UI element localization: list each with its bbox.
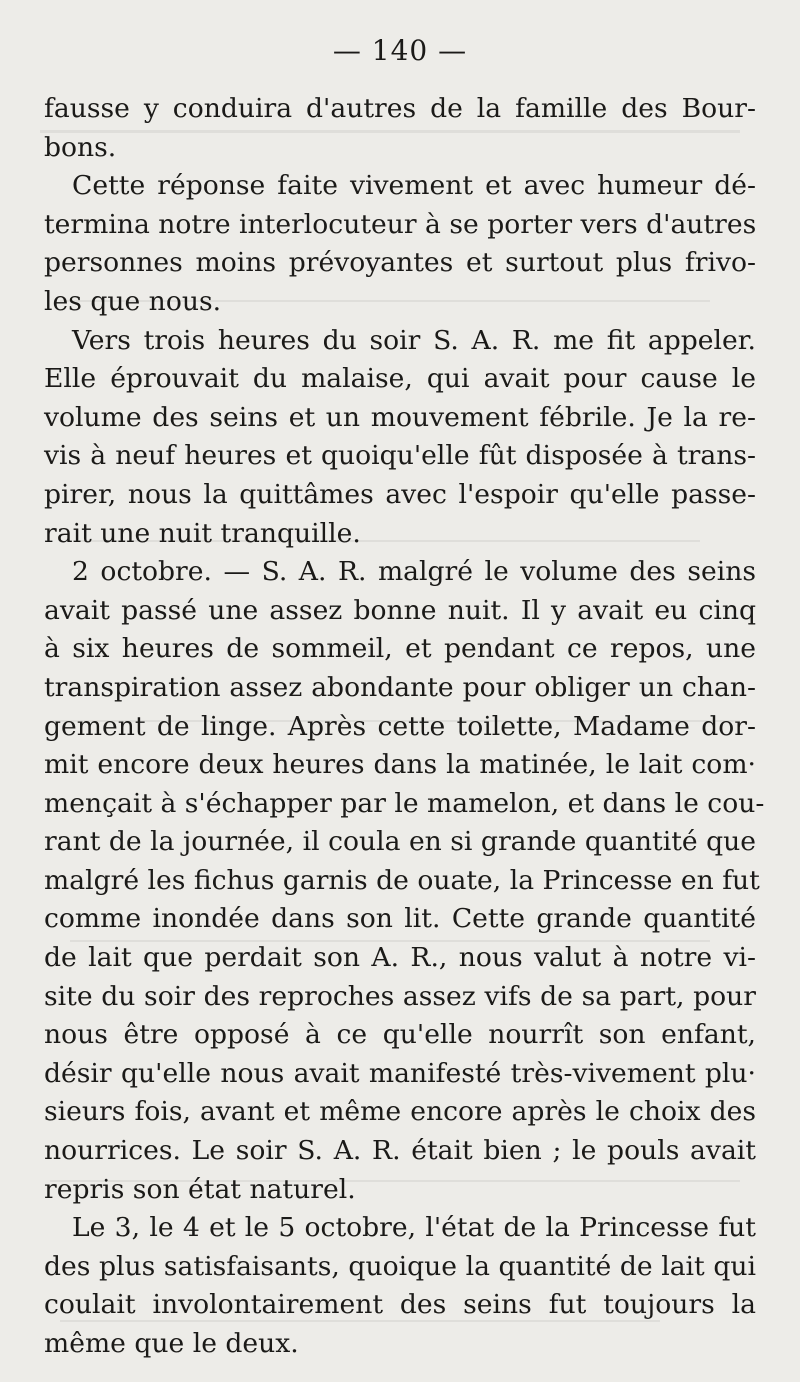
text-line: fausse y conduira d'autres de la famille des Bour-	[44, 93, 756, 124]
text-line: comme inondée dans son lit. Cette grande quantité	[44, 903, 756, 935]
text-line: avait passé une assez bonne nuit. Il y avait eu cinq	[44, 594, 756, 626]
text-line: transpiration assez abondante pour obliger un chan-	[44, 671, 756, 703]
text-line: site du soir des reproches assez vifs de sa part, pour	[44, 980, 756, 1012]
text-line: bons.	[44, 131, 117, 163]
text-line: de lait que perdait son A. R., nous valut à notre vi-	[44, 942, 756, 974]
text-line: rait une nuit tranquille.	[44, 517, 361, 549]
text-line: malgré les fichus garnis de ouate, la Princesse en fut	[44, 864, 760, 896]
paragraph	[44, 90, 756, 167]
text-line: sieurs fois, avant et même encore après le choix des	[44, 1096, 756, 1128]
paragraph	[44, 322, 756, 554]
text-line: coulait involontairement des seins fut toujours la	[44, 1289, 756, 1321]
text-line: pirer, nous la quittâmes avec l'espoir qu'elle passe-	[44, 478, 756, 510]
text-line: Vers trois heures du soir S. A. R. me fit appeler.	[72, 324, 756, 356]
paragraph	[44, 167, 756, 321]
text-line: 2 octobre. — S. A. R. malgré le volume des seins	[72, 556, 756, 588]
text-line: Elle éprouvait du malaise, qui avait pour cause le	[44, 363, 756, 395]
text-line: mit encore deux heures dans la matinée, le lait com·	[44, 749, 756, 781]
text-line: nourrices. Le soir S. A. R. était bien ; le pouls avait	[44, 1135, 756, 1167]
text-line: les que nous.	[44, 285, 222, 317]
paragraph	[44, 553, 765, 1209]
page-number: — 140 —	[332, 34, 468, 67]
text-line: des plus satisfaisants, quoique la quantité de lait qui	[44, 1250, 756, 1282]
text-line: désir qu'elle nous avait manifesté très-vivement plu·	[44, 1057, 756, 1089]
text-line: Cette réponse faite vivement et avec humeur dé-	[72, 170, 756, 202]
text-line: termina notre interlocuteur à se porter vers d'autres	[44, 208, 757, 240]
text-line: vis à neuf heures et quoiqu'elle fût disposée à trans-	[44, 440, 756, 472]
text-line: même que le deux.	[44, 1328, 299, 1359]
text-line: rant de la journée, il coula en si grande quantité que	[44, 826, 756, 858]
text-line: personnes moins prévoyantes et surtout plus frivo-	[44, 247, 756, 279]
text-line: nous être opposé à ce qu'elle nourrît son enfant,	[44, 1019, 756, 1051]
body-text	[44, 90, 765, 1364]
text-line: volume des seins et un mouvement fébrile. Je la re-	[44, 401, 756, 433]
text-line: repris son état naturel.	[44, 1173, 356, 1205]
text-line: Le 3, le 4 et le 5 octobre, l'état de la Princesse fut	[72, 1212, 756, 1244]
text-line: à six heures de sommeil, et pendant ce repos, une	[44, 633, 756, 665]
paragraph	[44, 1209, 756, 1363]
text-line: gement de linge. Après cette toilette, Madame dor-	[44, 710, 756, 742]
text-line: mençait à s'échapper par le mamelon, et dans le cou-	[44, 787, 765, 819]
